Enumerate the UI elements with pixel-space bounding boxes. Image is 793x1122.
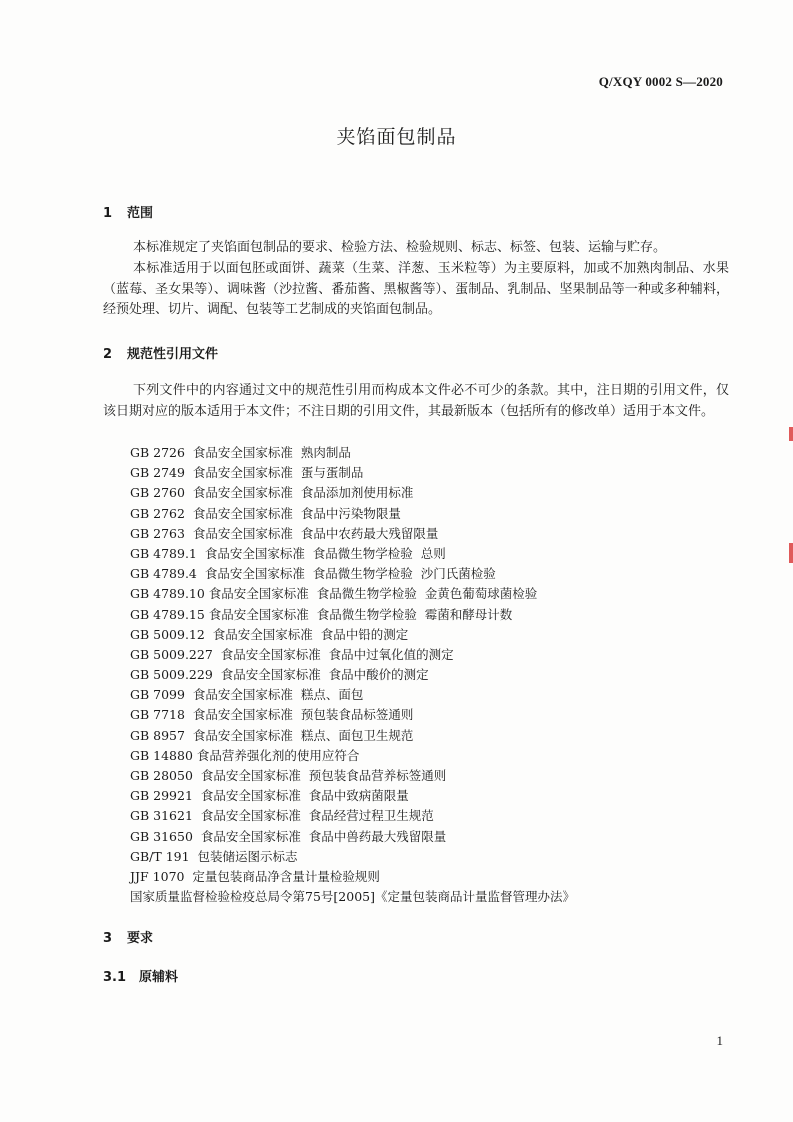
reference-item: GB 2763 食品安全国家标准 食品中农药最大残留限量 bbox=[130, 525, 439, 541]
document-title: 夹馅面包制品 bbox=[336, 126, 457, 148]
section-number: 3 bbox=[103, 931, 113, 946]
section-3-heading bbox=[103, 927, 153, 946]
reference-item: JJF 1070 定量包装商品净含量计量检验规则 bbox=[130, 868, 380, 884]
reference-item: GB 28050 食品安全国家标准 预包装食品营养标签通则 bbox=[130, 768, 447, 783]
reference-item: GB 7099 食品安全国家标准 糕点、面包 bbox=[130, 687, 364, 703]
reference-item: GB 4789.15 食品安全国家标准 食品微生物学检验 霉菌和酵母计数 bbox=[130, 606, 513, 622]
section-title: 规范性引用文件 bbox=[127, 347, 219, 362]
section-title: 范围 bbox=[127, 206, 154, 221]
reference-item: GB 2749 食品安全国家标准 蛋与蛋制品 bbox=[130, 465, 364, 481]
edge-mark bbox=[789, 543, 793, 563]
scope-paragraph-2: 本标准适用于以面包胚或面饼、蔬菜（生菜、洋葱、玉米粒等）为主要原料，加或不加熟肉制品、水果（蓝莓、圣女果等）、调味酱（沙拉酱、番茄酱、黑椒酱等）、蛋制品、乳制品、坚果制品等一种或多种辅料，经预处理、切片、调配、包装等工艺制成的夹馅面包制品。 bbox=[103, 261, 729, 317]
section-title: 要求 bbox=[127, 931, 154, 946]
reference-item: GB 5009.229 食品安全国家标准 食品中酸价的测定 bbox=[130, 667, 429, 683]
reference-item: GB 7718 食品安全国家标准 预包装食品标签通则 bbox=[130, 707, 414, 723]
reference-item: GB 4789.10 食品安全国家标准 食品微生物学检验 金黄色葡萄球菌检验 bbox=[130, 586, 538, 602]
reference-item: GB 29921 食品安全国家标准 食品中致病菌限量 bbox=[130, 788, 409, 804]
reference-item: GB 8957 食品安全国家标准 糕点、面包卫生规范 bbox=[130, 727, 414, 743]
reference-item: GB 4789.4 食品安全国家标准 食品微生物学检验 沙门氏菌检验 bbox=[130, 566, 496, 582]
reference-item: 国家质量监督检验检疫总局令第75号[2005]《定量包装商品计量监督管理办法》 bbox=[130, 889, 575, 905]
standard-code: Q/XQY 0002 S—2020 bbox=[598, 74, 723, 89]
page-number: 1 bbox=[716, 1033, 723, 1048]
section-3-1-heading bbox=[103, 966, 178, 985]
reference-item: GB 2762 食品安全国家标准 食品中污染物限量 bbox=[130, 505, 401, 521]
reference-list bbox=[130, 443, 575, 907]
section-title: 原辅料 bbox=[139, 970, 179, 985]
edge-mark bbox=[789, 427, 793, 441]
section-2-heading bbox=[103, 343, 218, 362]
reference-item: GB 4789.1 食品安全国家标准 食品微生物学检验 总则 bbox=[130, 545, 446, 561]
reference-item: GB 31650 食品安全国家标准 食品中兽药最大残留限量 bbox=[130, 828, 447, 844]
section-1-heading bbox=[103, 202, 153, 221]
section-number: 3.1 bbox=[103, 970, 127, 985]
references-intro: 下列文件中的内容通过文中的规范性引用而构成本文件必不可少的条款。其中，注日期的引用文件，仅该日期对应的版本适用于本文件；不注日期的引用文件，其最新版本（包括所有的修改单）适用于本文件。 bbox=[103, 383, 729, 419]
reference-item: GB 31621 食品安全国家标准 食品经营过程卫生规范 bbox=[130, 808, 434, 824]
reference-item: GB 5009.12 食品安全国家标准 食品中铅的测定 bbox=[130, 626, 409, 642]
section-number: 1 bbox=[103, 206, 113, 221]
section-number: 2 bbox=[103, 347, 113, 362]
reference-item: GB 5009.227 食品安全国家标准 食品中过氧化值的测定 bbox=[130, 646, 454, 662]
reference-item: GB 2726 食品安全国家标准 熟肉制品 bbox=[130, 445, 351, 460]
reference-item: GB 2760 食品安全国家标准 食品添加剂使用标准 bbox=[130, 485, 414, 501]
reference-item: GB 14880 食品营养强化剂的使用应符合 bbox=[130, 747, 360, 763]
reference-item: GB/T 191 包装储运图示标志 bbox=[130, 848, 298, 864]
scope-paragraph-1: 本标准规定了夹馅面包制品的要求、检验方法、检验规则、标志、标签、包装、运输与贮存。 bbox=[133, 240, 667, 255]
